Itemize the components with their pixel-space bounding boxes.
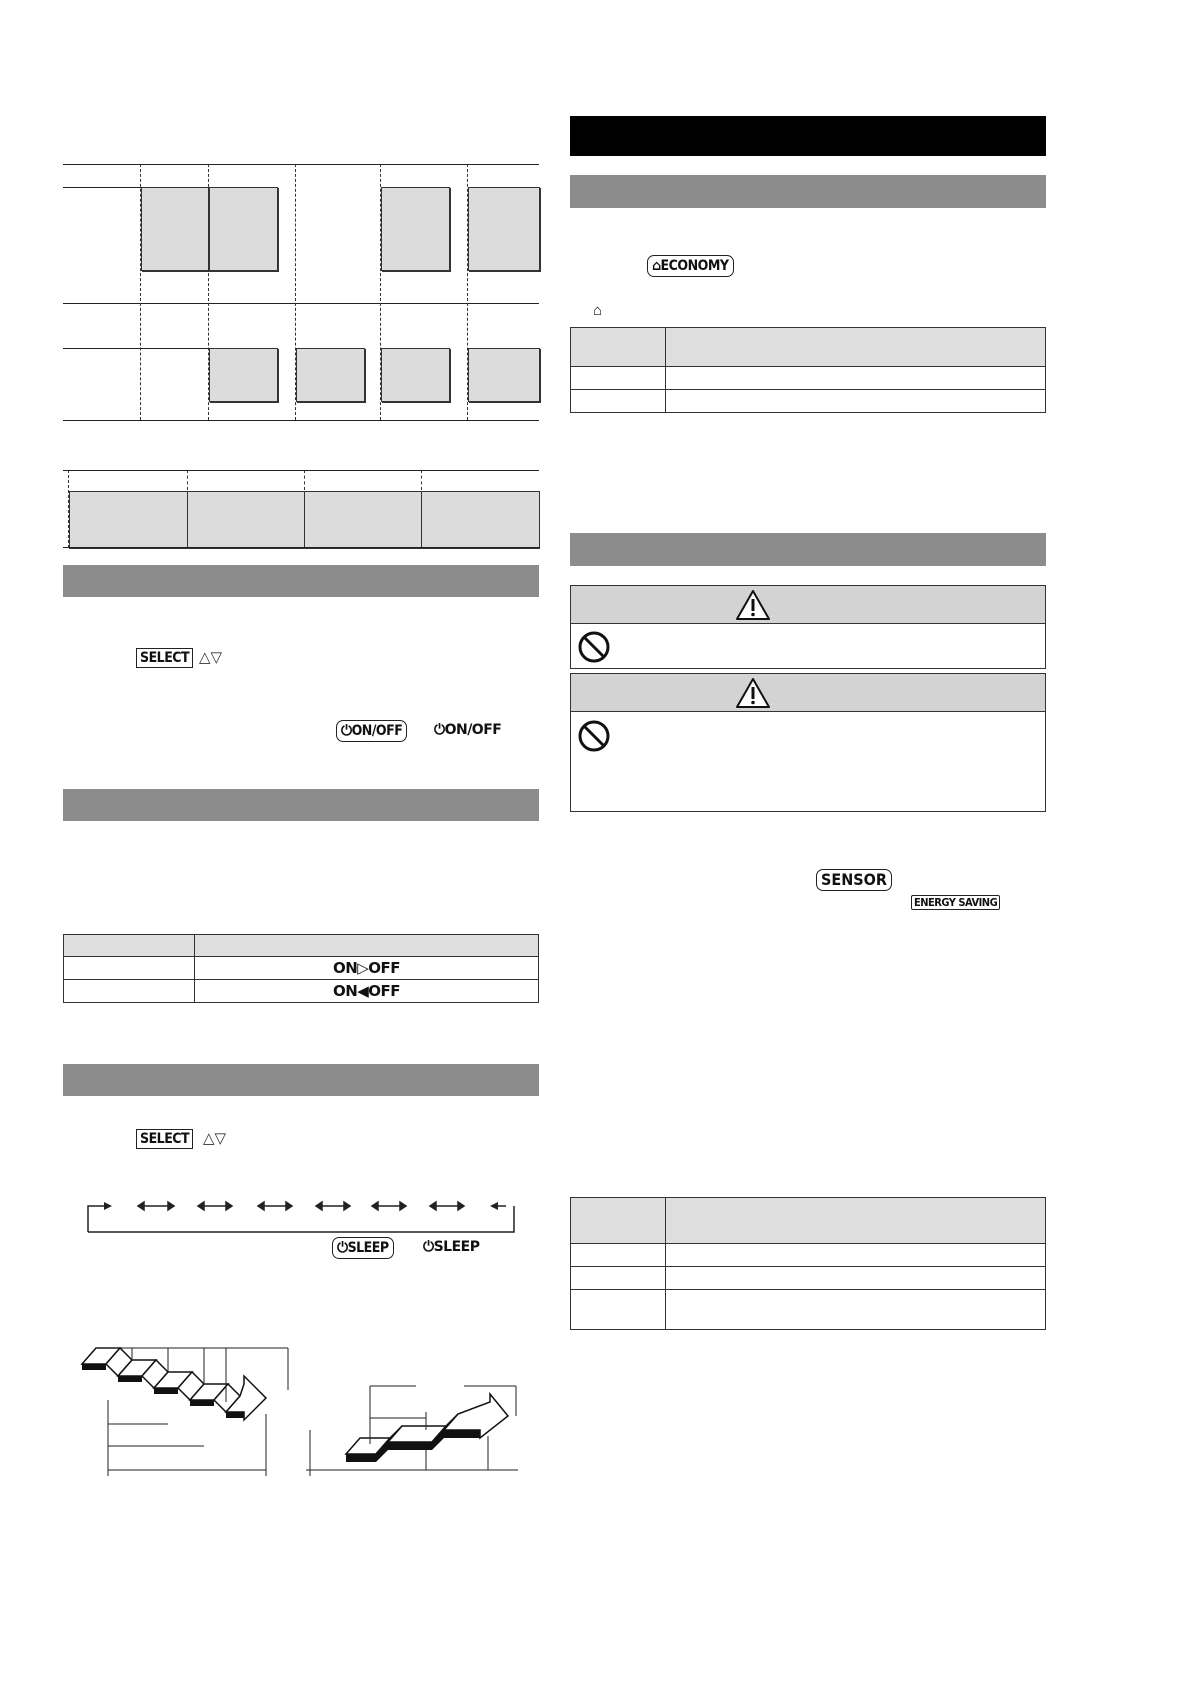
on-off-label: ON/OFF xyxy=(351,723,403,739)
time-marker xyxy=(421,470,422,490)
period-block xyxy=(304,491,422,549)
table-cell xyxy=(666,367,1046,390)
table-cell xyxy=(571,1290,666,1330)
table-header-cell xyxy=(571,328,666,367)
operation-block xyxy=(296,348,365,402)
sleep-label: SLEEP xyxy=(347,1240,389,1256)
sleep-button xyxy=(332,1237,394,1259)
period-block xyxy=(69,491,188,549)
timer-table xyxy=(63,934,539,1003)
period-block xyxy=(421,491,540,549)
table-row xyxy=(571,390,1046,413)
cooling-staircase xyxy=(82,1348,266,1420)
section-header xyxy=(570,533,1046,566)
power-icon: ⏻ xyxy=(423,1239,434,1255)
time-marker xyxy=(187,470,188,490)
power-icon: ⏻ xyxy=(337,1240,348,1256)
operation-block xyxy=(381,348,450,402)
on-off-display xyxy=(434,722,501,738)
operation-block xyxy=(141,187,209,271)
table-header-cell xyxy=(666,328,1046,367)
economy-icon: ⌂ xyxy=(652,258,661,274)
operation-block xyxy=(209,348,278,402)
table-cell xyxy=(571,1244,666,1267)
table-header-cell xyxy=(571,1198,666,1244)
table-cell xyxy=(666,1267,1046,1290)
section-header xyxy=(570,175,1046,208)
table-cell xyxy=(571,367,666,390)
period-block xyxy=(187,491,305,549)
on-off-display-label: ON/OFF xyxy=(444,722,502,738)
table-header-cell xyxy=(195,935,539,957)
prohibited-icon xyxy=(577,630,611,664)
select-button: SELECT xyxy=(136,648,193,668)
select-button: SELECT xyxy=(136,1129,193,1149)
table-cell xyxy=(666,1290,1046,1330)
section-header xyxy=(63,1064,539,1096)
sleep-display-label: SLEEP xyxy=(433,1239,480,1255)
table-header-row xyxy=(571,1198,1046,1244)
operation-block xyxy=(381,187,450,271)
table-cell: ON◀OFF xyxy=(195,980,539,1003)
sleep-cycle-diagram xyxy=(80,1190,525,1235)
table-cell xyxy=(64,980,195,1003)
table-cell xyxy=(666,1244,1046,1267)
operation-block xyxy=(209,187,278,271)
table-row xyxy=(64,980,539,1003)
operation-block xyxy=(468,187,540,271)
chapter-title-bar xyxy=(570,116,1046,156)
timeline-top xyxy=(63,470,539,471)
sensor-table xyxy=(570,1197,1046,1330)
table-header-cell xyxy=(666,1198,1046,1244)
economy-icon: ⌂ xyxy=(593,302,603,319)
timeline-bottom xyxy=(63,547,539,548)
warning-triangle-icon xyxy=(735,677,771,709)
prohibited-icon xyxy=(577,719,611,753)
sleep-temperature-diagram xyxy=(76,1340,526,1480)
economy-button xyxy=(647,255,734,277)
section-header xyxy=(63,789,539,821)
caution-box xyxy=(570,673,1046,812)
warning-box xyxy=(570,585,1046,669)
table-cell: ON▷OFF xyxy=(195,957,539,980)
time-marker xyxy=(304,470,305,490)
sleep-display xyxy=(423,1239,479,1255)
power-icon: ⏻ xyxy=(434,722,445,738)
level-line-high-2 xyxy=(63,348,209,349)
section-header xyxy=(63,565,539,597)
level-line-high xyxy=(63,187,141,188)
economy-table xyxy=(570,327,1046,413)
sensor-button: SENSOR xyxy=(816,869,892,891)
energy-saving-button: ENERGY SAVING xyxy=(911,895,1000,910)
power-icon: ⏻ xyxy=(341,723,352,739)
table-row xyxy=(571,1267,1046,1290)
table-cell xyxy=(571,390,666,413)
on-off-button xyxy=(336,720,407,742)
table-header-row xyxy=(571,328,1046,367)
table-header-cell xyxy=(64,935,195,957)
table-row xyxy=(571,1290,1046,1330)
table-row xyxy=(571,1244,1046,1267)
up-down-arrows-icon: △▽ xyxy=(203,1130,227,1147)
economy-label: ECONOMY xyxy=(660,258,729,274)
warning-triangle-icon xyxy=(735,589,771,621)
table-row xyxy=(571,367,1046,390)
up-down-arrows-icon: △▽ xyxy=(199,649,223,666)
table-cell xyxy=(64,957,195,980)
warning-header xyxy=(571,586,1045,624)
timeline-bottom xyxy=(63,420,539,421)
operation-block xyxy=(468,348,540,402)
table-header-row xyxy=(64,935,539,957)
table-cell xyxy=(666,390,1046,413)
table-cell xyxy=(571,1267,666,1290)
table-row xyxy=(64,957,539,980)
caution-header xyxy=(571,674,1045,712)
